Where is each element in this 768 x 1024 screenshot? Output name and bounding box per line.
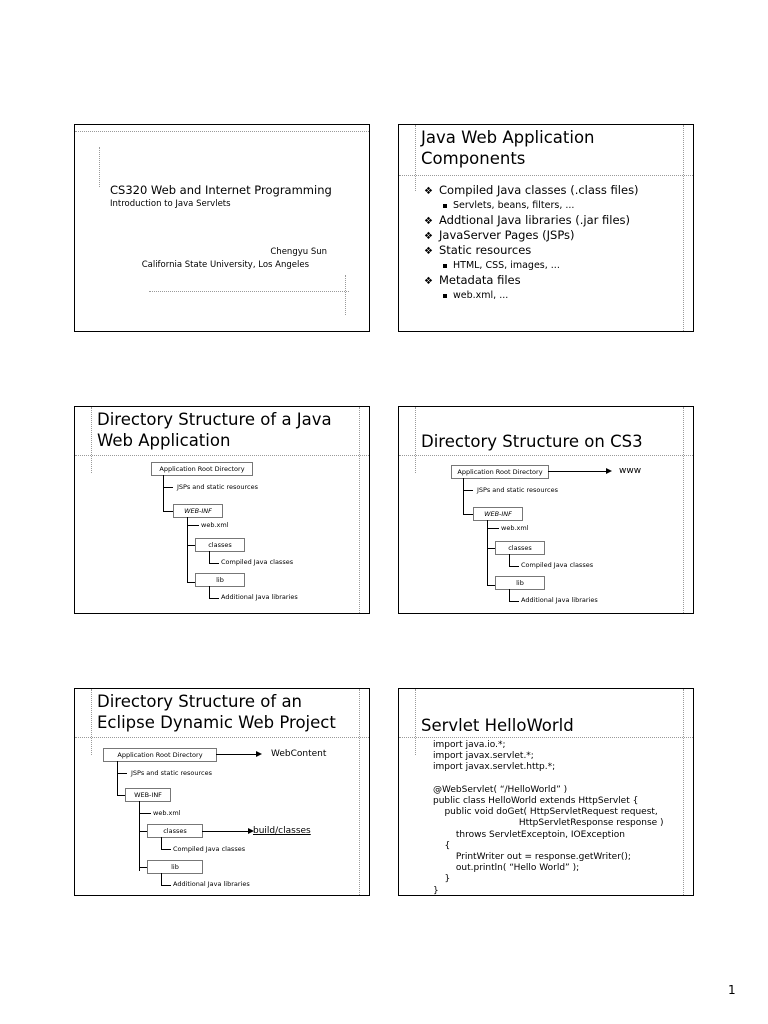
bullet-item: ❖ Addtional Java libraries (.jar files)	[424, 213, 631, 227]
webcontent-label: WebContent	[271, 749, 327, 759]
tree-libraries-label: Additional Java libraries	[521, 596, 598, 604]
slide-servlet-helloworld	[398, 688, 694, 896]
tree-webinf-box: WEB-INF	[473, 507, 523, 521]
tree-root-box: Application Root Directory	[151, 462, 253, 476]
tree-webinf-box: WEB-INF	[125, 788, 171, 802]
slide4-title: Directory Structure on CS3	[421, 432, 643, 451]
tree-classes-box: classes	[495, 541, 545, 555]
slide1-subtitle: Introduction to Java Servlets	[110, 199, 231, 209]
tree-webxml-label: web.xml	[201, 521, 229, 529]
bullet-item: ❖ Metadata files	[424, 273, 521, 287]
bullet-item: ❖ JavaServer Pages (JSPs)	[424, 228, 575, 242]
tree-root-box: Application Root Directory	[451, 465, 549, 479]
tree-webinf-box: WEB-INF	[173, 504, 223, 518]
directory-tree	[75, 407, 370, 614]
tree-compiled-label: Compiled Java classes	[521, 561, 594, 569]
slide3-title: Directory Structure of a Java Web Application	[97, 410, 332, 450]
tree-webxml-label: web.xml	[501, 524, 529, 532]
slide1-affiliation: California State University, Los Angeles	[141, 260, 309, 270]
slide5-title: Directory Structure of an Eclipse Dynamic Web Project	[97, 692, 336, 732]
build-classes-label: build/classes	[253, 826, 311, 836]
directory-tree	[75, 689, 370, 896]
tree-root-box: Application Root Directory	[103, 748, 217, 762]
tree-classes-box: classes	[147, 824, 203, 838]
slide2-title: Java Web Application Components	[421, 128, 595, 168]
slide-dir-eclipse	[74, 688, 370, 896]
diamond-bullet-icon: ❖	[424, 276, 433, 287]
slide-title	[74, 124, 370, 332]
tree-libraries-label: Additional Java libraries	[173, 880, 250, 888]
slide-dir-structure	[74, 406, 370, 614]
arrow-head-icon	[256, 751, 262, 757]
slide-dir-cs3	[398, 406, 694, 614]
diamond-bullet-icon: ❖	[424, 216, 433, 227]
servlet-code-block: import java.io.*; import javax.servlet.*; import javax.servlet.http.*; @WebServlet( “/HelloWorld” ) public class HelloWorld extends HttpServlet { public void doGet( HttpServletRequest request, HttpServletResponse response ) throws ServletExceptoin, IOException { PrintWriter out = response.getWriter(); out.println( “Hello World” ); } }	[433, 740, 664, 896]
diamond-bullet-icon: ❖	[424, 186, 433, 197]
bullet-item: ❖ Static resources	[424, 243, 532, 257]
sub-bullet-item: web.xml, ...	[423, 288, 688, 303]
page-number: 1	[728, 983, 736, 997]
tree-lib-box: lib	[147, 860, 203, 874]
sub-bullet-item: HTML, CSS, images, ...	[423, 258, 688, 273]
diamond-bullet-icon: ❖	[424, 231, 433, 242]
bullet-item: ❖ Compiled Java classes (.class files)	[424, 183, 639, 197]
diamond-bullet-icon: ❖	[424, 246, 433, 257]
tree-libraries-label: Additional Java libraries	[221, 593, 298, 601]
tree-compiled-label: Compiled Java classes	[173, 845, 246, 853]
sub-bullet-item: Servlets, beans, filters, ...	[423, 198, 688, 213]
tree-classes-box: classes	[195, 538, 245, 552]
tree-jsps-label: JSPs and static resources	[131, 769, 213, 777]
arrow-head-icon	[606, 468, 612, 474]
tree-jsps-label: JSPs and static resources	[177, 483, 259, 491]
square-bullet-icon	[443, 294, 447, 298]
slide1-title: CS320 Web and Internet Programming	[110, 183, 332, 197]
www-label: www	[619, 466, 642, 476]
tree-lib-box: lib	[195, 573, 245, 587]
slide-components	[398, 124, 694, 332]
slide2-bullets	[423, 183, 688, 303]
tree-lib-box: lib	[495, 576, 545, 590]
slide6-title: Servlet HelloWorld	[421, 716, 574, 735]
slide1-author: Chengyu Sun	[270, 247, 327, 257]
directory-tree	[399, 407, 694, 614]
square-bullet-icon	[443, 264, 447, 268]
square-bullet-icon	[443, 204, 447, 208]
tree-jsps-label: JSPs and static resources	[477, 486, 559, 494]
tree-compiled-label: Compiled Java classes	[221, 558, 294, 566]
tree-webxml-label: web.xml	[153, 809, 181, 817]
